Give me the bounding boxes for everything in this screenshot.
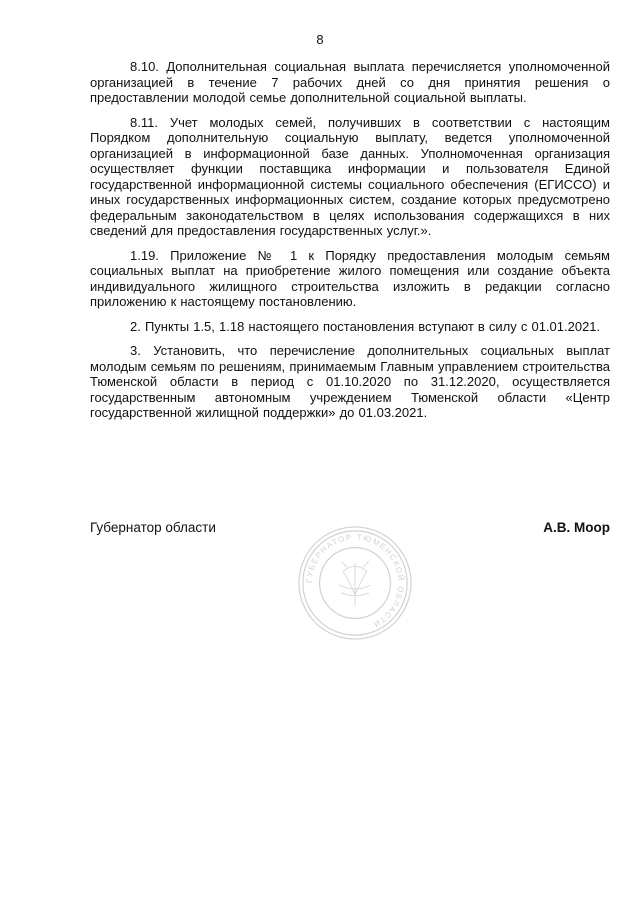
paragraph-8-11: 8.11. Учет молодых семей, получивших в соответствии с настоящим Порядком дополнительную социальную выплату, ведется уполномоченной организацией в информационной базе данных. Уполномоченная организация осуществляет функции поставщика информации и пользователя Единой государственной информационной системы социального обеспечения (ЕГИССО) и иных государственных информационных систем, создание которых предусмотрено федеральным законодательством в целях использования содержащихся в них сведений для предоставления государственных услуг.».: [90, 114, 610, 238]
signatory-title: Губернатор области: [90, 520, 216, 535]
page-number: 8: [316, 32, 324, 47]
paragraph-2: 2. Пункты 1.5, 1.18 настоящего постановления вступают в силу с 01.01.2021.: [130, 318, 601, 334]
document-body: [90, 59, 610, 430]
signatory-name: А.В. Моор: [543, 520, 610, 535]
paragraph-8-10: 8.10. Дополнительная социальная выплата перечисляется уполномоченной организацией в течение 7 рабочих дней со дня принятия решения о предоставлении молодой семье дополнительной социальной выплаты.: [90, 59, 610, 105]
seal-graphic: [296, 524, 414, 642]
official-seal-stamp: [296, 524, 414, 642]
paragraph-3: 3. Установить, что перечисление дополнительных социальных выплат молодым семьям по решениям, принимаемым Главным управлением строительства Тюменской области в период с 01.10.2020 по 31.12.2020, осуществляется государственным автономным учреждением Тюменской области «Центр государственной жилищной поддержки» до 01.03.2021.: [90, 343, 610, 420]
seal-ring-text: ГУБЕРНАТОР ТЮМЕНСКОЙ ОБЛАСТИ: [304, 532, 406, 630]
paragraph-1-19: 1.19. Приложение № 1 к Порядку предоставления молодым семьям социальных выплат на приобретение жилого помещения или создание объекта индивидуального жилищного строительства изложить в редакции согласно приложению к настоящему постановлению.: [90, 247, 610, 309]
